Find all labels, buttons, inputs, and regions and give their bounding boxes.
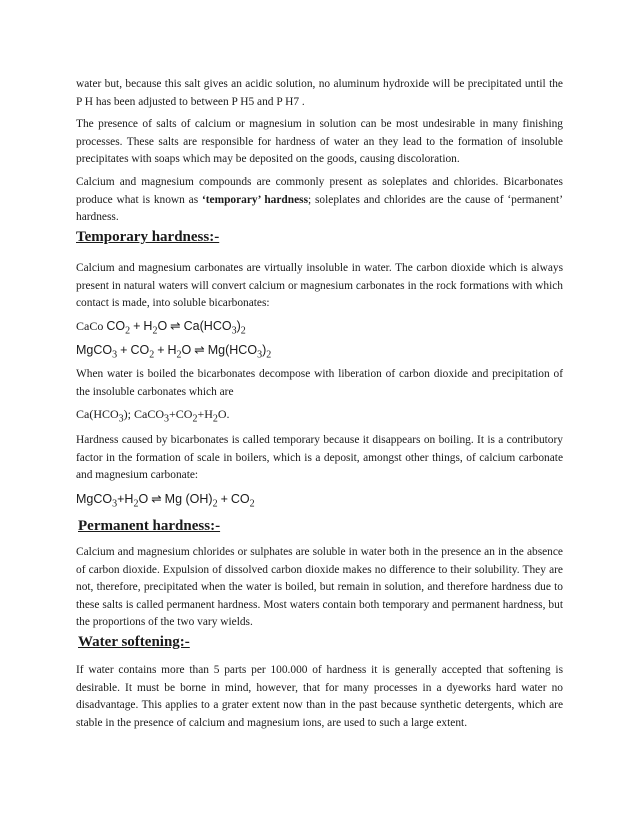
heading-permanent-hardness: Permanent hardness:- [78,518,221,534]
paragraph-permanent: Calcium and magnesium chlorides or sulphates are soluble in water both in the presence an in the absence of carbon dioxide. Expulsion of dissolved carbon dioxide makes no difference to their solubility. They are not, therefore, precipitated when the water is boiled, but remain in solution, and therefore hardness due to these salts is called permanent hardness. Most waters contain both temporary and permanent hardness, but the proportions of the two vary wields. [76,546,563,628]
compounds-text-after: ; soleplates and chlorides are the cause of ‘permanent’ hardness. [76,193,563,223]
heading-water-softening: Water softening:- [78,634,190,650]
paragraph-boiling: When water is boiled the bicarbonates decompose with liberation of carbon dioxide and precipitation of the insoluble carbonates which are [76,368,563,398]
equation-magnesium-hydroxide: $MgCO_3+H_2O$ ⇌ Mg $(OH)_2 + CO_2$ [76,492,255,510]
paragraph-compounds [76,174,563,227]
paragraph-temporary-explanation: Hardness caused by bicarbonates is called temporary because it disappears on boiling. It is a contributory factor in the formation of scale in boilers, which is a deposit, amongst other things, of calcium carbonate and magnesium carbonate: [76,434,563,481]
heading-temporary-hardness: Temporary hardness:- [76,229,220,245]
paragraph-salts: The presence of salts of calcium or magnesium in solution can be most undesirable in many finishing processes. These salts are responsible for hardness of water an they lead to the formation of insoluble precipitates with soaps which may be deposited on the goods, causing discoloration. [76,118,563,165]
equation-magnesium-bicarbonate: MgCO$_3$ + $CO_2 + H_2O$ ⇌ $Mg(HCO_3)_2$ [76,343,272,361]
temporary-hardness-term: ‘temporary’ hardness [201,193,309,206]
equation-calcium-bicarbonate: CaCo $CO_2 + H_2O$ ⇌ $Ca(HCO_3)_2$ [76,319,246,337]
equation-decomposition: $Ca(HCO_3)$; $CaCO_3+CO_2+H_2O$. [76,407,230,425]
paragraph-softening: If water contains more than 5 parts per 100.000 of hardness it is generally accepted that softening is desirable. It must be borne in mind, however, that for many processes in a dyeworks hard water no disadvantage. This applies to a grater extent now than in the past because synthetic detergents, which are stable in the presence of calcium and magnesium ions, are used to such a large extent. [76,664,563,729]
compounds-text-before: Calcium and magnesium compounds are commonly present as soleplates and chlorides. Bicarbonates produce what is known as [76,176,563,206]
paragraph-carbonates: Calcium and magnesium carbonates are virtually insoluble in water. The carbon dioxide which is always present in natural waters will convert calcium or magnesium carbonates in the rock formations with which contact is made, into soluble bicarbonates: [76,262,563,309]
paragraph-intro: water but, because this salt gives an acidic solution, no aluminum hydroxide will be precipitated until the P H has been adjusted to between P H5 and P H7 . [76,78,563,108]
